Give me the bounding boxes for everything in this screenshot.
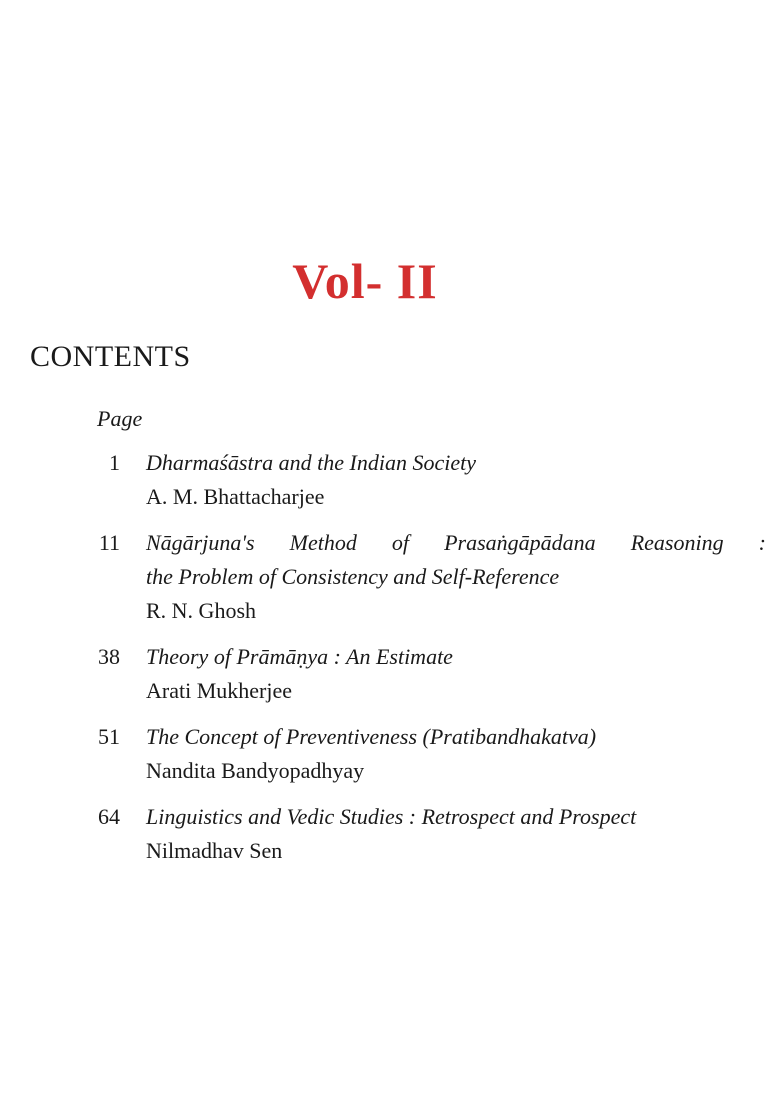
contents-list [0, 446, 780, 880]
page-column-label: Page [97, 406, 143, 431]
entry-page-number: 51 [98, 724, 120, 749]
entry-author: Nandita Bandyopadhyay [146, 758, 365, 783]
volume-title: Vol- II [292, 253, 438, 309]
entry-page-number: 38 [98, 644, 120, 669]
entry-title: Nāgārjuna's Method of Prasaṅgāpādana Reasoning : [146, 530, 766, 555]
entry-title: Dharmaśāstra and the Indian Society [146, 450, 476, 475]
entry-author: R. N. Ghosh [146, 598, 257, 623]
entry-title-continued: the Problem of Consistency and Self-Reference [146, 564, 560, 589]
entry-page-number: 1 [109, 450, 120, 475]
entry-page-number: 11 [98, 530, 120, 555]
entry-title: Linguistics and Vedic Studies : Retrospect and Prospect [146, 804, 637, 829]
entry-page-number: 64 [98, 804, 120, 829]
contents-entry [0, 526, 780, 628]
contents-heading: CONTENTS [30, 340, 191, 373]
entry-title: The Concept of Preventiveness (Pratibandhakatva) [146, 724, 597, 749]
contents-entry [0, 446, 780, 514]
entry-author: Nilmadhav Sen [146, 838, 283, 863]
contents-entry [0, 800, 780, 868]
contents-entry [0, 720, 780, 788]
entry-author: Arati Mukherjee [146, 678, 292, 703]
contents-entry [0, 640, 780, 708]
entry-title: Theory of Prāmāṇya : An Estimate [146, 644, 453, 669]
entry-author: A. M. Bhattacharjee [146, 484, 325, 509]
